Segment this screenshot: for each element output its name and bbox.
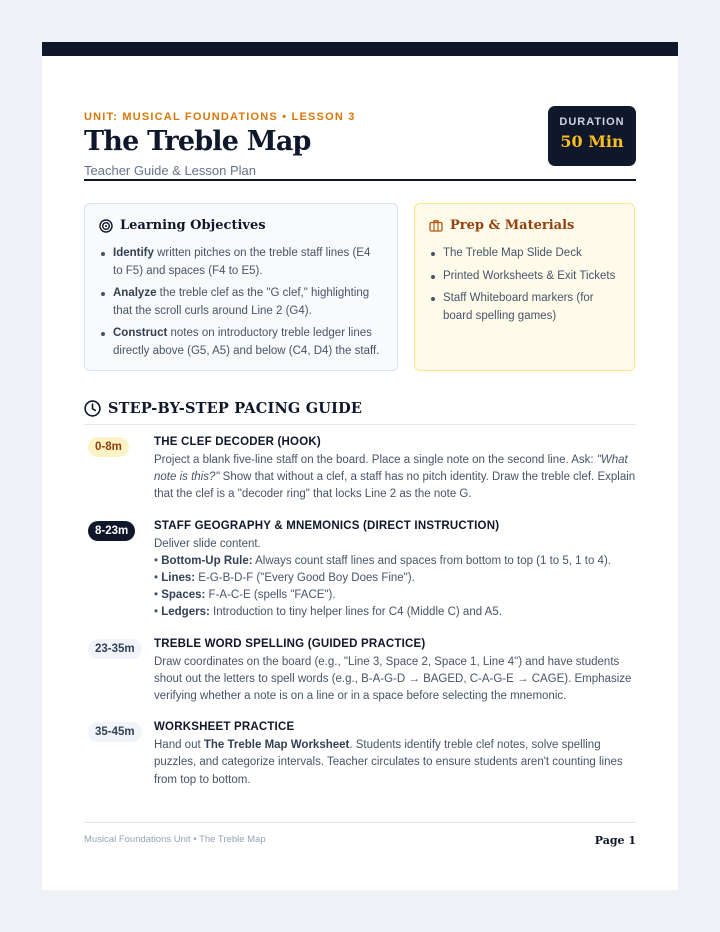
objective-item: Analyze the treble clef as the "G clef," highlighting that the scroll curls around Line 2 (G4). [99, 285, 383, 320]
objectives-card [84, 203, 398, 371]
duration-badge [548, 106, 636, 166]
step-title: WORKSHEET PRACTICE [154, 721, 295, 734]
step-bullet: • Lines: E-G-B-D-F ("Every Good Boy Does Fine"). [154, 572, 415, 585]
step-intro: Deliver slide content. [154, 537, 261, 550]
objectives-heading-label: Learning Objectives [120, 218, 266, 233]
pacing-step [84, 436, 636, 504]
step-text: Project a blank five-line staff on the board. Place a single note on the second line. Ask: "What note is this?" Show that without a clef, a staff has no pitch identity. Draw the treble clef. Explain that the clef is a "decoder ring" that locks Line 2 as the note G. [154, 454, 636, 501]
time-badge: 23-35m [88, 639, 142, 659]
lesson-page [42, 42, 678, 890]
pacing-steps [84, 436, 636, 789]
duration-label: DURATION [559, 116, 625, 128]
time-badge: 8-23m [88, 521, 135, 541]
prep-item: The Treble Map Slide Deck [429, 245, 620, 263]
page-header [84, 56, 636, 181]
prep-list [429, 245, 620, 325]
step-text [154, 536, 636, 622]
pacing-heading [84, 393, 636, 425]
time-badge: 0-8m [88, 437, 129, 457]
pacing-step [84, 638, 636, 706]
top-accent-bar [42, 42, 678, 56]
duration-value: 50 Min [560, 132, 624, 151]
briefcase-icon [429, 219, 443, 232]
prep-item: Printed Worksheets & Exit Tickets [429, 268, 620, 286]
step-title: STAFF GEOGRAPHY & MNEMONICS (DIRECT INSTRUCTION) [154, 519, 500, 532]
objective-item: Construct notes on introductory treble ledger lines directly above (G5, A5) and below (C4, D4) the staff. [99, 325, 383, 360]
pacing-heading-label: STEP-BY-STEP PACING GUIDE [108, 400, 363, 417]
page-title: The Treble Map [84, 126, 311, 157]
clock-icon [84, 400, 101, 417]
prep-heading-label: Prep & Materials [450, 218, 575, 233]
step-title: THE CLEF DECODER (HOOK) [154, 436, 321, 448]
page-subtitle: Teacher Guide & Lesson Plan [84, 163, 256, 178]
prep-heading [429, 218, 620, 233]
objective-item: Identify written pitches on the treble staff lines (E4 to F5) and spaces (F4 to E5). [99, 245, 383, 280]
prep-item: Staff Whiteboard markers (for board spelling games) [429, 290, 620, 325]
target-icon [99, 219, 113, 233]
footer-unit-label: Musical Foundations Unit • The Treble Map [84, 834, 266, 845]
page-footer [84, 822, 636, 847]
step-bullet: • Ledgers: Introduction to tiny helper lines for C4 (Middle C) and A5. [154, 606, 502, 619]
step-bullet: • Spaces: F-A-C-E (spells "FACE"). [154, 589, 336, 602]
pacing-step [84, 520, 636, 622]
time-badge: 35-45m [88, 722, 142, 742]
objectives-heading [99, 218, 383, 233]
unit-eyebrow: UNIT: MUSICAL FOUNDATIONS • LESSON 3 [84, 111, 356, 123]
objectives-list [99, 245, 383, 360]
page-number: Page 1 [594, 834, 636, 847]
prep-card [414, 203, 635, 371]
step-title: TREBLE WORD SPELLING (GUIDED PRACTICE) [154, 637, 426, 650]
step-bullet: • Bottom-Up Rule: Always count staff lines and spaces from bottom to top (1 to 5, 1 to 4). [154, 554, 611, 567]
summary-cards [84, 203, 636, 393]
step-text: Draw coordinates on the board (e.g., "Line 3, Space 2, Space 1, Line 4") and have students shout out the letters to spell words (e.g., B-A-G-D → BAGED, C-A-G-E → CAGE). Emphasize verifying whether a note is on a line or in a space before selecting the mnemonic. [154, 655, 632, 703]
pacing-step [84, 721, 636, 789]
step-text: Hand out The Treble Map Worksheet. Students identify treble clef notes, solve spelling puzzles, and categorize intervals. Teacher circulates to ensure students aren't counting lines from top to bottom. [154, 739, 623, 786]
